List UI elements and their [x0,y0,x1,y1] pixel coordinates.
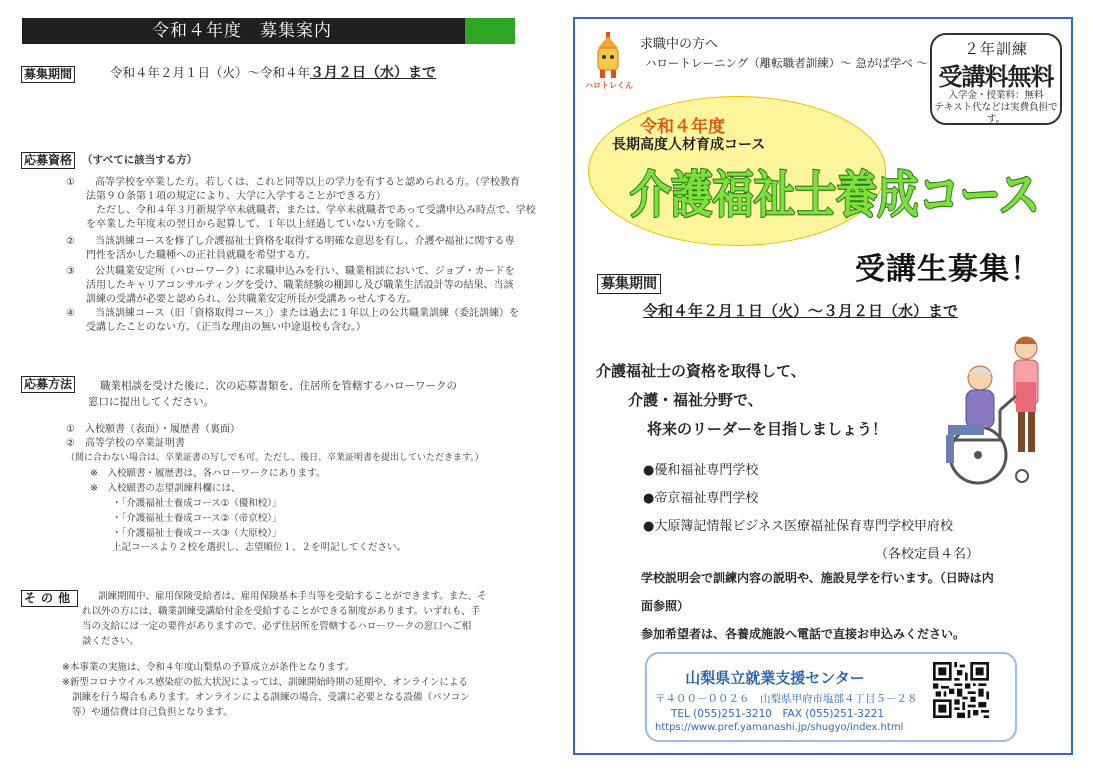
other-note: ※新型コロナウイルス感染症の拡大状況によっては、訓練開始時期の延期や、オンラインによる [62,677,468,688]
free-line3 [932,90,1060,126]
left-title: 令和４年度 募集案内 [152,21,332,41]
method-line: 職業相談を受けた後に、次の応募書類を、住居所を管轄するハローワークの [100,380,457,392]
title-accent [465,18,515,44]
other-line: 当の支給には一定の要件がありますので、必ず住居所を管轄するハローワークの窓口へご相 [82,621,472,632]
method-line: 上記コースより２校を選択し、志望順位１、２を明記してください。 [112,542,407,553]
center-tel: TEL (055)251-3210 FAX (055)251-3221 [670,708,885,720]
school-item: ●優和福祉専門学校 [643,463,759,478]
free-line3a: 入学金・授業料：無料 [948,90,1044,101]
qr-code-icon[interactable] [933,662,989,718]
seeker-heading: 求職中の方へ [640,37,719,52]
qual-line: ③ 公共職業安定所（ハローワーク）に求職申込みを行い、職業相談において、ジョブ・カードを [66,266,515,277]
longterm-course: 長期高度人材育成コース [612,137,766,153]
other-line: 談ください。 [82,636,140,647]
method-line: ・「介護福祉士養成コース①（優和校）」 [112,498,282,509]
free-line2: 受講料無料 [938,63,1054,91]
capacity-note: （各校定員４名） [875,547,980,562]
qual-line: 活用したキャリアコンサルティングを受け、職業経験の棚卸し及び職業生活設計等の結果、当該 [86,280,514,291]
course-title: 介護福祉士養成コース [630,166,1040,224]
method-label: 応募方法 [21,376,75,393]
left-title-bar [22,18,515,44]
qual-line: 法第９０条第１項の規定により、大学に入学することができる方） [86,191,386,202]
free-line3b: テキスト代などは実費負担です。 [934,102,1058,125]
info-line: 参加希望者は、各養成施設へ電話で直接お申込みください。 [641,627,966,641]
info-line: 学校説明会で訓練内容の説明や、施設見学を行います。（日時は内 [641,571,994,585]
school-item: ●帝京福祉専門学校 [643,491,759,506]
message-line: 介護・福祉分野で、 [628,391,763,409]
caregiver-illustration [930,330,1058,500]
other-label: その他 [21,590,78,607]
free-tuition-badge [930,33,1062,125]
right-period: 令和４年２月１日（火）～３月２日（水）まで [643,302,959,320]
center-name: 山梨県立就業支援センター [685,669,865,687]
center-address: 〒４００－００２６ 山梨県甲府市塩部４丁目５－２８ [655,693,918,705]
hello-training-text: ハロートレーニング（離転職者訓練）～ 急がば学べ ～ [645,56,929,70]
course-title-graphic [628,150,1048,228]
qual-line: ④ 当該訓練コース（旧「資格取得コース」）または過去に１年以上の公共職業訓練（委託訓練）を [66,308,519,319]
qual-line: 門性を活かした職種への正社員就職を希望する方。 [86,250,316,261]
period-prefix: 令和４年２月１日（火）～令和４年 [110,65,311,80]
message-line: 介護福祉士の資格を取得して、 [596,362,806,380]
other-note: 等）や通信費は自己負担となります。 [72,707,233,718]
method-line: ② 高等学校の卒業証明書 [66,438,185,449]
qual-line: 訓練の受講が必要と認められ、公共職業安定所長が受講あっせんする方。 [86,294,417,305]
method-line: 窓口に提出してください。 [88,396,214,408]
qual-line: ② 当該訓練コースを修了し介護福祉士資格を取得する明確な意思を有し、介護や福祉に関する専 [66,236,515,247]
message-line: 将来のリーダーを目指しましょう！ [647,420,888,438]
period-label: 募集期間 [21,66,75,83]
method-line: （間に合わない場合は、卒業証書の写しでも可。ただし、後日、卒業証明書を提出していただきます。） [66,453,484,463]
qualification-note: （すべてに該当する方） [82,154,198,166]
mascot-icon [590,30,626,86]
method-line: ・「介護福祉士養成コース②（帝京校）」 [112,513,282,524]
other-note: ※本事業の実施は、令和４年度山梨県の予算成立が条件となります。 [62,662,355,673]
info-line: 面参照） [641,599,690,613]
center-url[interactable]: https://www.pref.yamanashi.jp/shugyo/index.html [655,722,904,733]
qual-line: 受講したことのない方。（正当な理由の無い中途退校も含む。） [86,322,366,333]
qual-line: を卒業した年度末の翌日から起算して、１年以上経過していない方を除く。 [86,219,426,230]
method-line: ※ 入校願書・履歴書は、各ハローワークにあります。 [90,468,326,479]
method-line: ・「介護福祉士養成コース③（大原校）」 [112,528,282,539]
era-label: 令和４年度 [640,117,725,137]
qualification-label: 応募資格 [21,152,75,169]
other-line: 訓練期間中、雇用保険受給者は、雇用保険基本手当等を受給することができます。また、そ [98,591,487,602]
other-note: 訓練を行う場合もあります。オンラインによる訓練の場合、受講に必要となる設備（パソコン [72,692,470,703]
right-period-label: 募集期間 [597,274,661,294]
period-highlight: ３月２日（水）まで [310,65,437,81]
qual-line: ① 高等学校を卒業した方。若しくは、これと同等以上の学力を有すると認められる方。（学校教育 [66,177,520,188]
recruit-heading: 受講生募集！ [855,252,1041,287]
other-line: れ以外の方には、職業訓練受講給付金を受給することができる制度があります。いずれも、手 [82,606,481,617]
period-text [110,64,436,82]
method-line: ① 入校願書（表面）・履歴書（裏面） [66,424,240,435]
mascot-name: ハロトレくん [585,81,633,90]
method-line: ※ 入校願書の志望訓練科欄には、 [90,483,241,494]
school-item: ●大原簿記情報ビジネス医療福祉保育専門学校甲府校 [643,519,953,534]
qual-line: ただし、令和４年３月新規学卒未就職者、または、学卒未就職者であって受講申込み時点で、学校 [96,205,536,216]
free-line1: ２年訓練 [963,40,1028,58]
